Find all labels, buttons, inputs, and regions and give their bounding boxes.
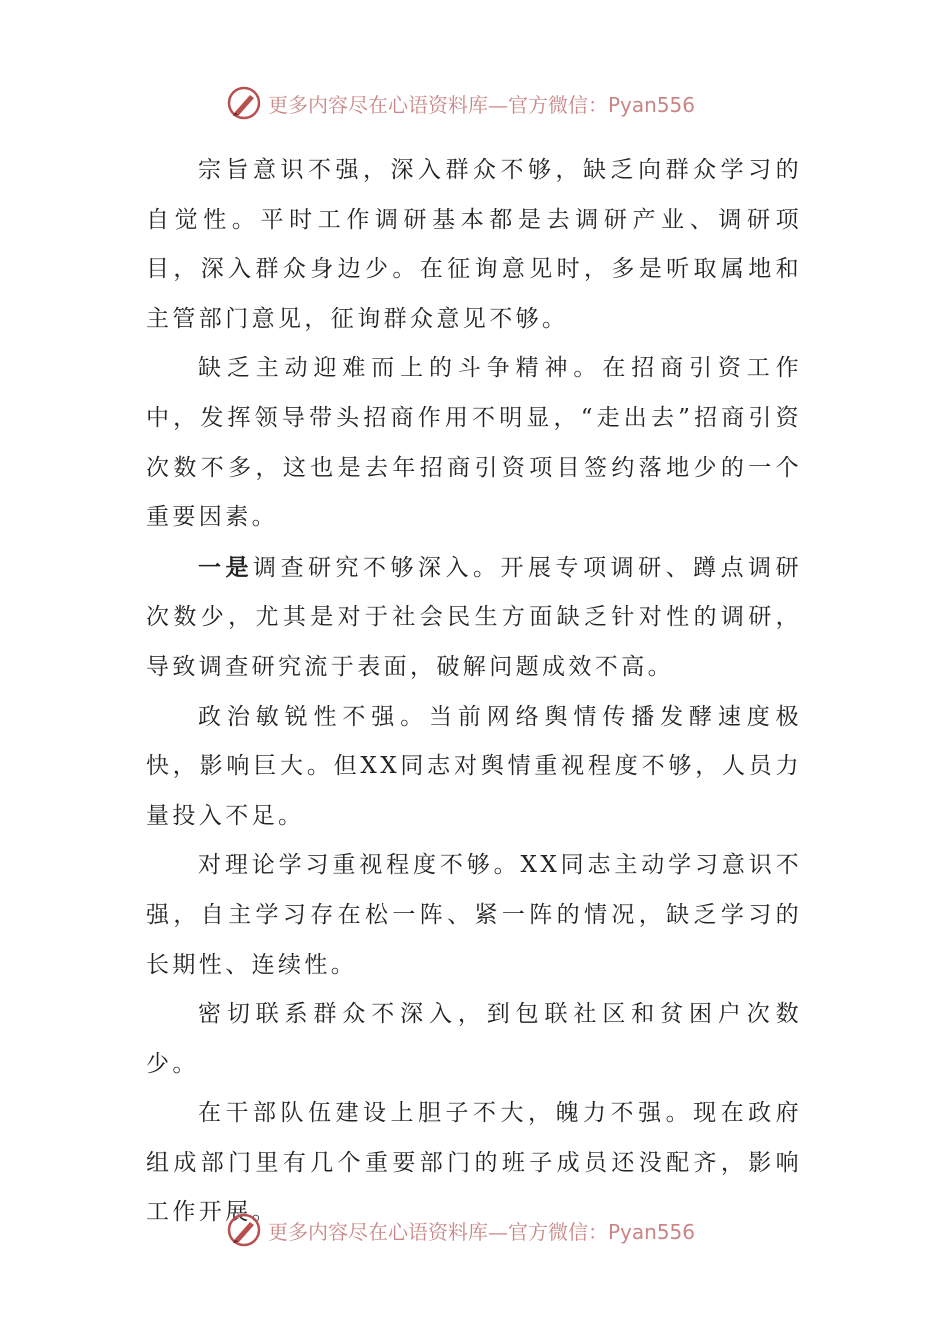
document-body bbox=[146, 146, 802, 1238]
paragraph-6: 密切联系群众不深入，到包联社区和贫困户次数少。 bbox=[146, 1001, 802, 1077]
banner-text: 更多内容尽在心语资料库—官方微信：Pyan556 bbox=[268, 92, 696, 117]
paragraph-5: 对理论学习重视程度不够。XX同志主动学习意识不强，自主学习存在松一阵、紧一阵的情况，缺乏学习的长期性、连续性。 bbox=[146, 852, 802, 978]
paragraph-2: 缺乏主动迎难而上的斗争精神。在招商引资工作中，发挥领导带头招商作用不明显，“走出去”招商引资次数不多，这也是去年招商引资项目签约落地少的一个重要因素。 bbox=[146, 355, 802, 531]
wechat-id: Pyan556 bbox=[608, 1219, 696, 1244]
paragraph-1: 宗旨意识不强，深入群众不够，缺乏向群众学习的自觉性。平时工作调研基本都是去调研产业、调研项目，深入群众身边少。在征询意见时，多是听取属地和主管部门意见，征询群众意见不够。 bbox=[146, 157, 802, 332]
paragraph-4: 政治敏锐性不强。当前网络舆情传播发酵速度极快，影响巨大。但XX同志对舆情重视程度不够，人员力量投入不足。 bbox=[146, 703, 802, 829]
pen-logo-icon bbox=[226, 1212, 262, 1248]
pen-logo-icon bbox=[226, 85, 262, 121]
footer-banner bbox=[226, 1210, 746, 1250]
paragraph-7: 在干部队伍建设上胆子不大，魄力不强。现在政府组成部门里有几个重要部门的班子成员还没配齐，影响工作开展。 bbox=[146, 1100, 802, 1226]
wechat-id: Pyan556 bbox=[608, 92, 696, 117]
header-banner bbox=[226, 83, 746, 123]
paragraph-3: 一是调查研究不够深入。开展专项调研、蹲点调研次数少，尤其是对于社会民生方面缺乏针对性的调研，导致调查研究流于表面，破解问题成效不高。 bbox=[146, 553, 802, 680]
banner-text: 更多内容尽在心语资料库—官方微信：Pyan556 bbox=[268, 1219, 696, 1244]
paragraph-lead: 一是 bbox=[198, 553, 254, 581]
